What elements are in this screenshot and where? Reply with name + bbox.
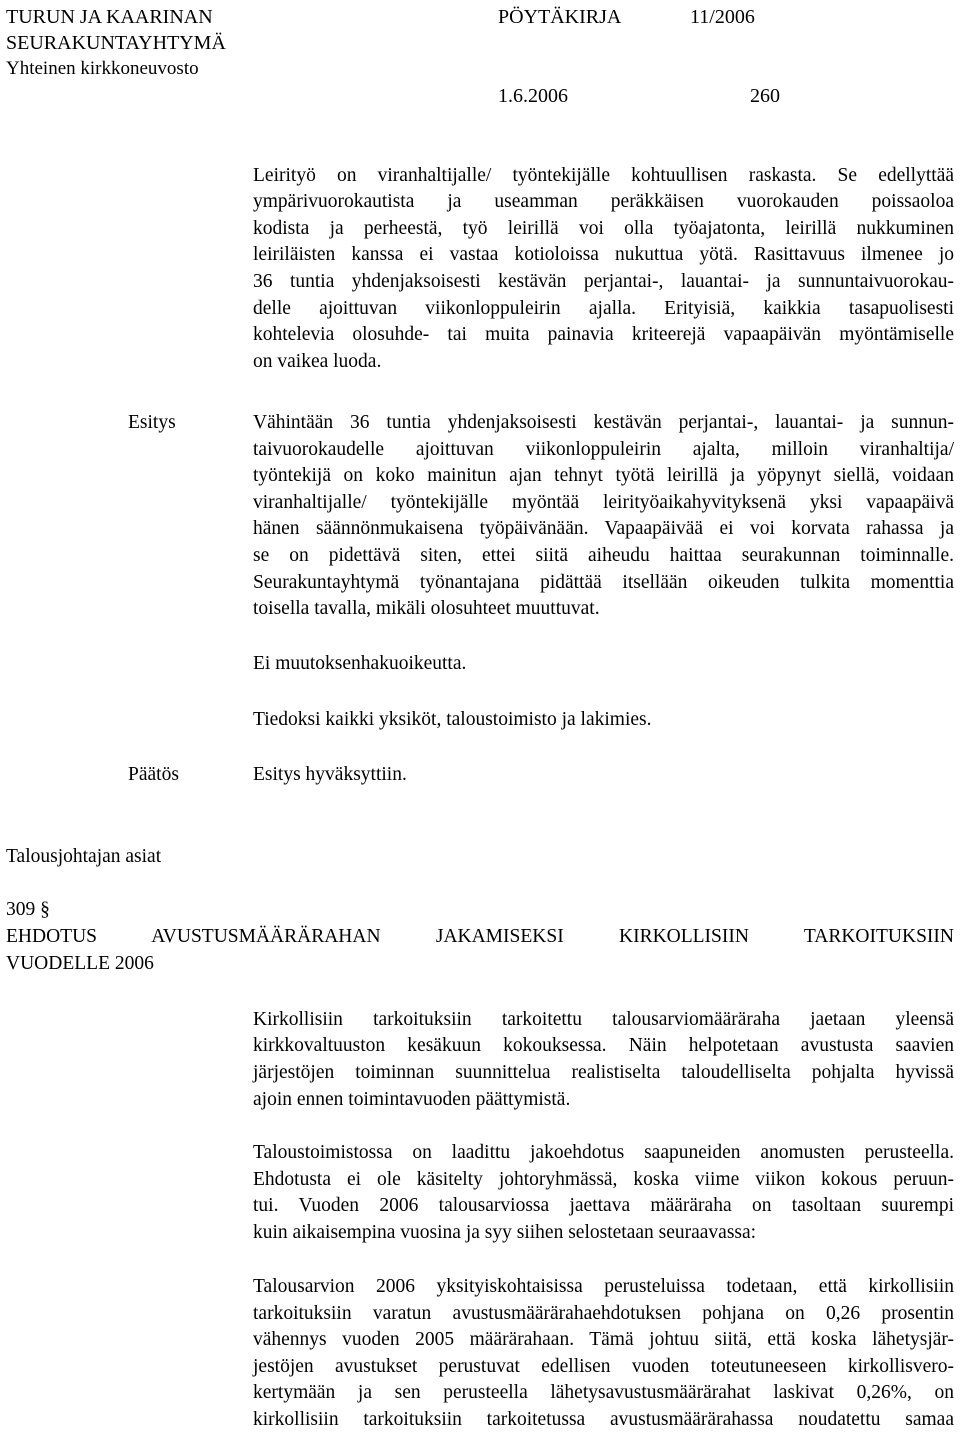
text-line: järjestöjen toiminnan suunnittelua realistiselta taloudelliselta pohjalta hyvissä xyxy=(253,1062,954,1083)
text-line: kertymään ja sen perusteella lähetysavustusmäärärahat laskivat 0,26%, on xyxy=(253,1382,954,1403)
text-line: toisella tavalla, mikäli olosuhteet muuttuvat. xyxy=(253,598,600,619)
text-line: leiriläisten kanssa ei vastaa kotioloissa nukuttua yötä. Rasittavuus ilmenee jo xyxy=(253,244,954,265)
text-line: jestöjen avustukset perustuvat edellisen vuoden toteutuneeseen kirkollisvero- xyxy=(253,1356,954,1377)
text-line: se on pidettävä siten, ettei siitä aiheudu haittaa seurakunnan toiminnalle. xyxy=(253,545,954,566)
org-name-line1: TURUN JA KAARINAN xyxy=(6,6,213,28)
text-line: vähennys vuoden 2005 määrärahaan. Tämä johtuu siitä, että koska lähetysjär- xyxy=(253,1329,954,1350)
text-line: tarkoituksiin varatun avustusmäärärahaehdotuksen pohjana on 0,26 prosentin xyxy=(253,1303,954,1324)
text-line: Kirkollisiin tarkoituksiin tarkoitettu talousarviomääräraha jaetaan yleensä xyxy=(253,1009,954,1030)
org-name-line3: Yhteinen kirkkoneuvosto xyxy=(6,58,199,79)
text-line: Seurakuntayhtymä työnantajana pidättää itsellään oikeuden tulkita momenttia xyxy=(253,572,954,593)
notify-note: Tiedoksi kaikki yksiköt, taloustoimisto ja lakimies. xyxy=(253,709,652,730)
text-line: tui. Vuoden 2006 talousarviossa jaettava määräraha on tasoltaan suurempi xyxy=(253,1195,954,1216)
text-line: ajoin ennen toimintavuoden päättymistä. xyxy=(253,1089,571,1110)
paatos-label: Päätös xyxy=(128,764,179,785)
text-line: on vaikea luoda. xyxy=(253,351,382,372)
text-line: 36 tuntia yhdenjaksoisesti kestävän perjantai-, lauantai- ja sunnuntaivuorokau- xyxy=(253,271,954,292)
item-title-line2: VUODELLE 2006 xyxy=(6,953,154,974)
text-line: kirkkovaltuuston kesäkuun kokouksessa. Näin helpotetaan avustusta saavien xyxy=(253,1035,954,1056)
paatos-text: Esitys hyväksyttiin. xyxy=(253,764,407,785)
text-line: viranhaltijalle/ työntekijälle myöntää leirityöaikahyvityksenä yksi vapaapäivä xyxy=(253,492,954,513)
appeal-note: Ei muutoksenhakuoikeutta. xyxy=(253,653,467,674)
text-line: delle ajoittuvan viikonloppuleirin ajalla. Erityisiä, kaikkia tasapuolisesti xyxy=(253,298,954,319)
esitys-label: Esitys xyxy=(128,412,176,433)
text-line: Ehdotusta ei ole käsitelty johtoryhmässä, koska viime viikon kokous peruun- xyxy=(253,1169,954,1190)
document-number: 11/2006 xyxy=(690,6,755,28)
item-title-line1: EHDOTUS AVUSTUSMÄÄRÄRAHAN JAKAMISEKSI KIRKOLLISIIN TARKOITUKSIIN xyxy=(6,926,954,947)
text-line: kuin aikaisempina vuosina ja syy siihen selostetaan seuraavassa: xyxy=(253,1222,757,1243)
org-name-line2: SEURAKUNTAYHTYMÄ xyxy=(6,32,226,54)
text-line: Talousarvion 2006 yksityiskohtaisissa perusteluissa todetaan, että kirkollisiin xyxy=(253,1276,954,1297)
section-title: Talousjohtajan asiat xyxy=(6,846,162,867)
text-line: taivuorokaudelle ajoittuvan viikonloppuleirin ajalta, milloin viranhaltija/ xyxy=(253,439,954,460)
text-line: ympärivuorokautista ja useamman peräkkäisen vuorokauden poissaoloa xyxy=(253,191,954,212)
document-date: 1.6.2006 xyxy=(498,85,568,107)
text-line: kohtelevia olosuhde- tai muita painavia kriteerejä vapaapäivän myöntämiselle xyxy=(253,324,954,345)
text-line: Taloustoimistossa on laadittu jakoehdotus saapuneiden anomusten perusteella. xyxy=(253,1142,954,1163)
text-line: Leirityö on viranhaltijalle/ työntekijälle kohtuullisen raskasta. Se edellyttää xyxy=(253,165,954,186)
text-line: kodista ja perheestä, työ leirillä voi olla työajatonta, leirillä nukkuminen xyxy=(253,218,954,239)
item-number: 309 § xyxy=(6,899,50,920)
text-line: kirkollisiin tarkoituksiin tarkoitetussa avustusmäärärahassa noudatettu samaa xyxy=(253,1409,954,1430)
document-type: PÖYTÄKIRJA xyxy=(498,6,622,28)
text-line: hänen säännönmukaisena työpäivänään. Vapaapäivää ei voi korvata rahassa ja xyxy=(253,518,954,539)
text-line: Vähintään 36 tuntia yhdenjaksoisesti kestävän perjantai-, lauantai- ja sunnun- xyxy=(253,412,954,433)
page-number: 260 xyxy=(750,85,780,107)
text-line: työntekijä on koko mainitun ajan tehnyt työtä leirillä ja yöpynyt siellä, voidaan xyxy=(253,465,954,486)
